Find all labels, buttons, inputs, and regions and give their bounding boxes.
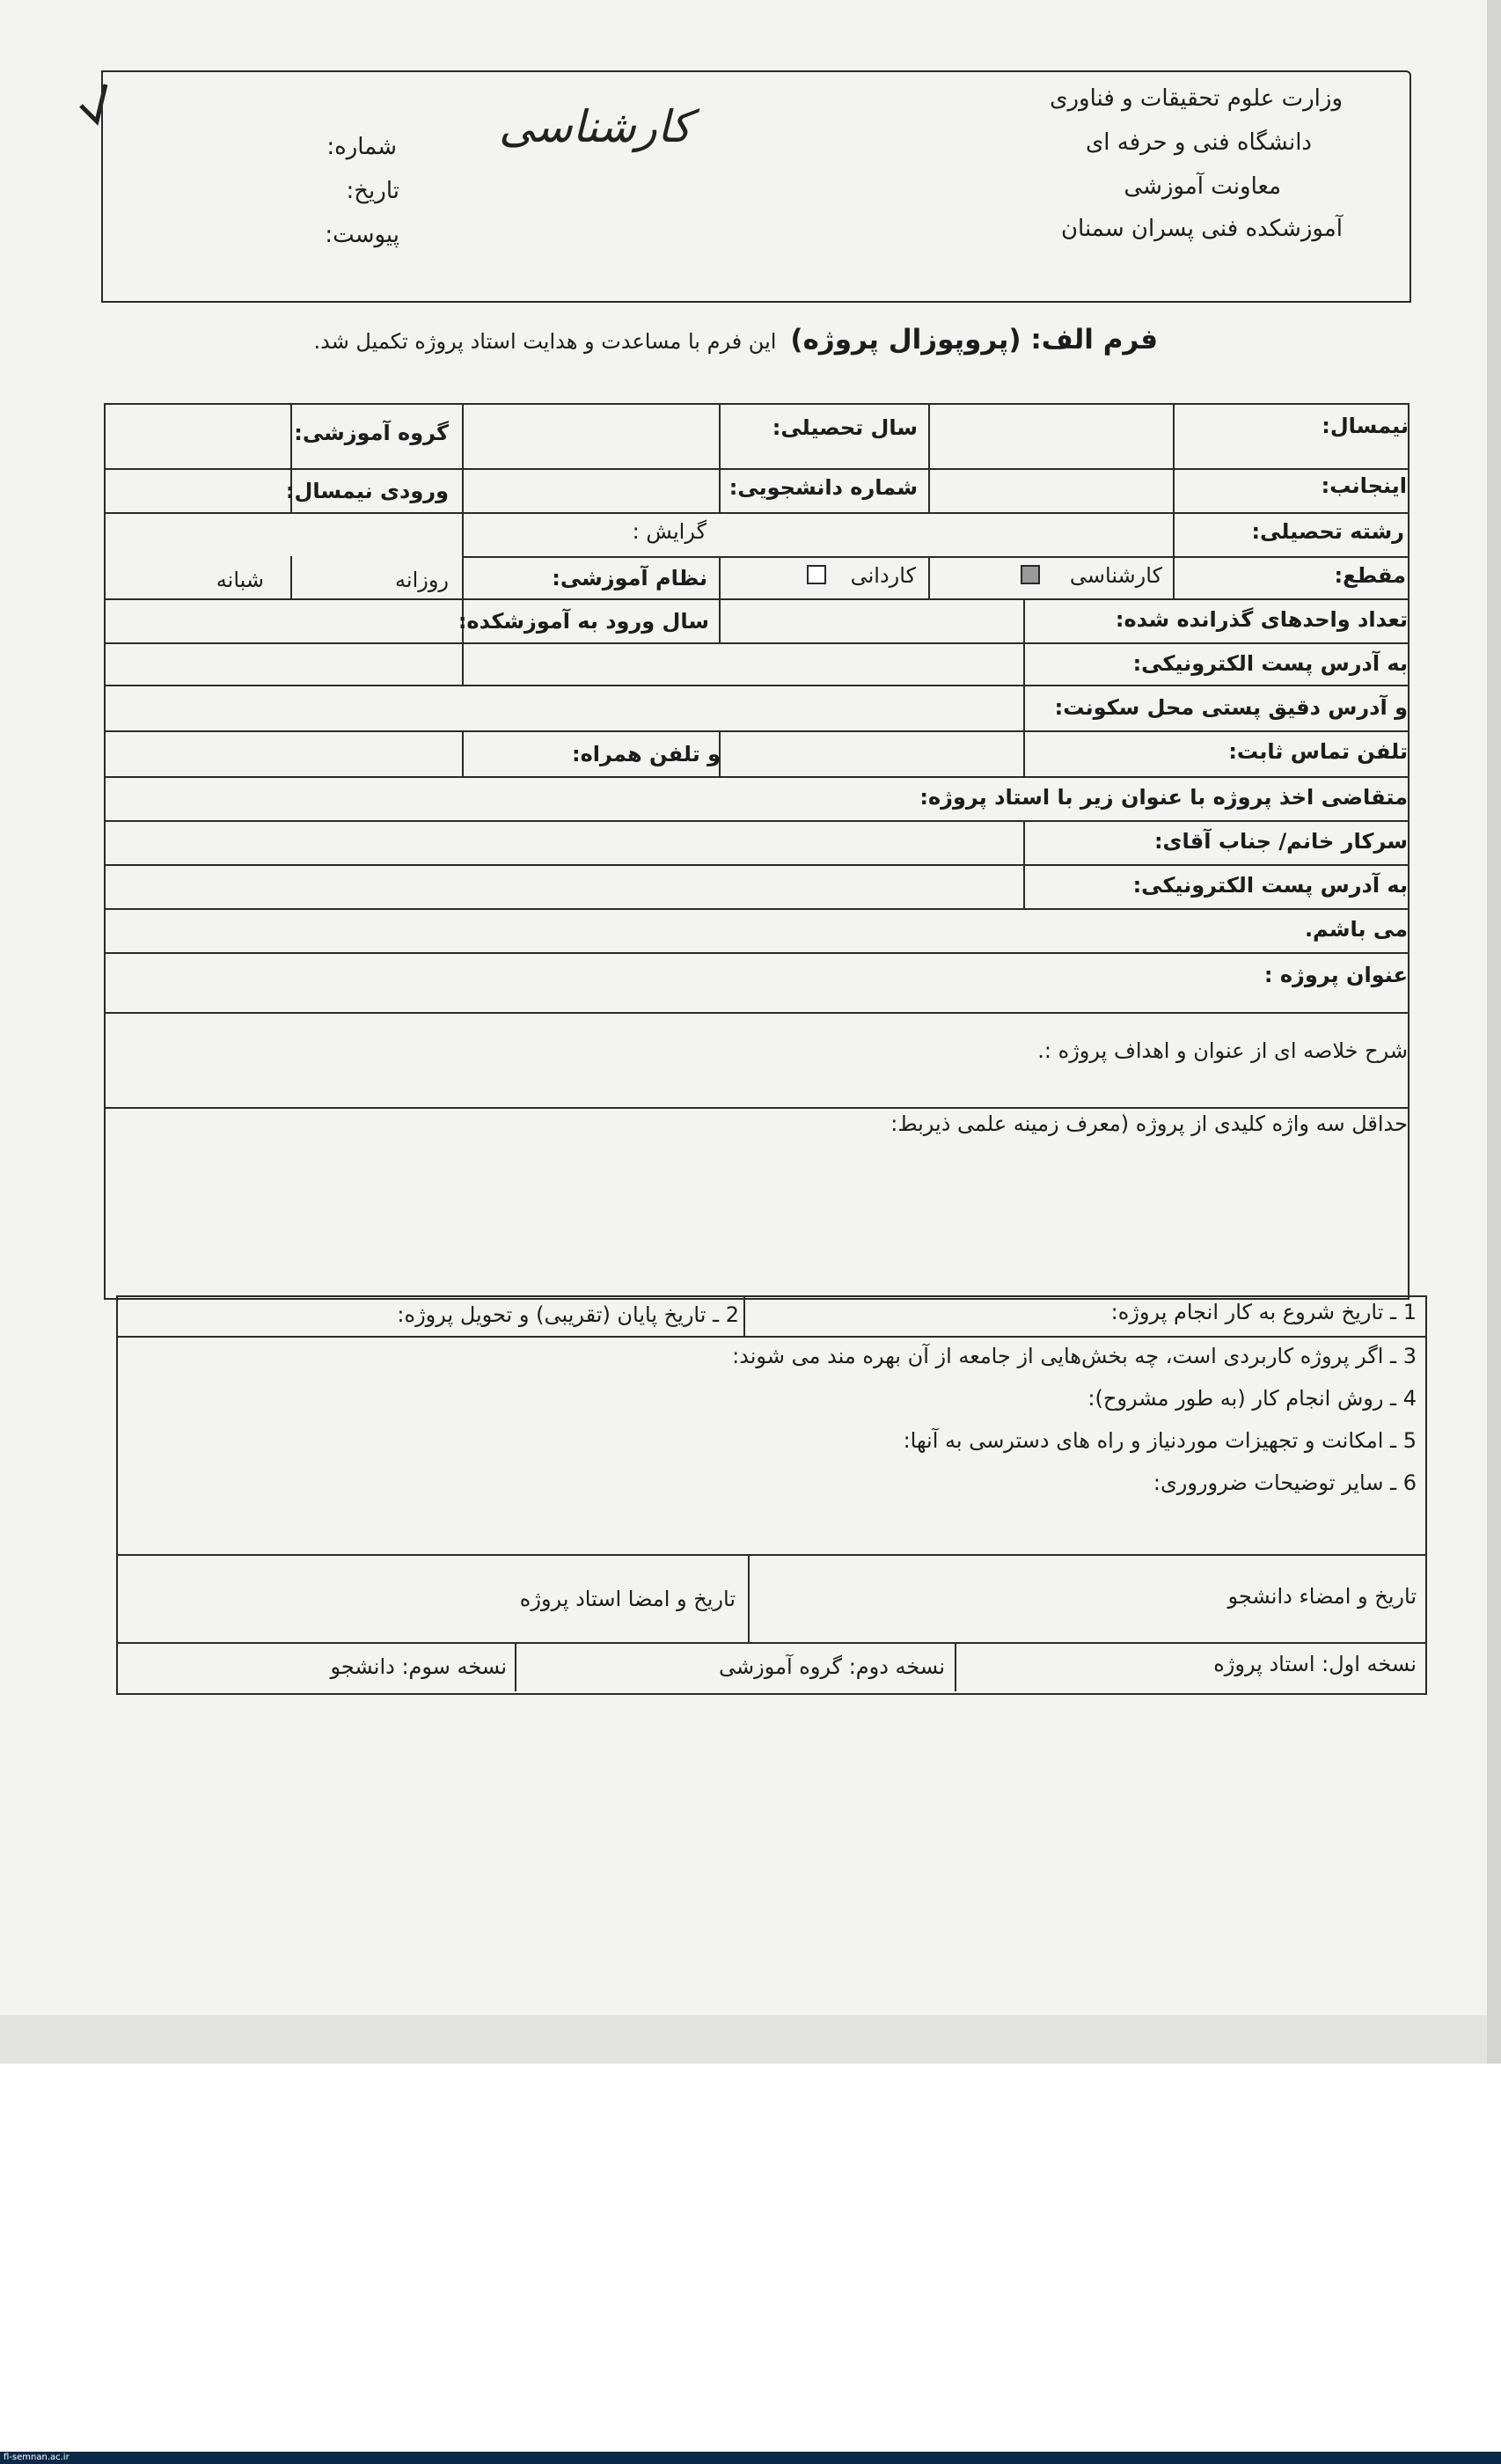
col-divider [515, 1642, 516, 1691]
bachelor-checkbox[interactable] [1021, 565, 1040, 584]
row-divider [104, 952, 1408, 954]
handwritten-note: کارشناسی [499, 101, 692, 152]
project-title-label: عنوان پروژه : [1263, 963, 1408, 987]
row-divider [104, 776, 1408, 778]
row-divider [104, 1012, 1408, 1014]
scan-shadow [0, 2015, 1487, 2064]
supervisor-email-label: به آدرس پست الکترونیکی: [1132, 873, 1408, 898]
student-signature-label: تاریخ و امضاء دانشجو [1227, 1584, 1417, 1609]
row-divider [104, 468, 1408, 470]
second-copy-label: نسخه دوم: گروه آموزشی [718, 1654, 945, 1679]
row-divider [104, 908, 1408, 910]
third-copy-label: نسخه سوم: دانشجو [330, 1654, 507, 1679]
bachelor-option: کارشناسی [1069, 563, 1162, 588]
passed-units-label: تعداد واحدهای گذرانده شده: [1115, 607, 1408, 632]
row-divider [116, 1554, 1425, 1556]
email-label: به آدرس پست الکترونیکی: [1132, 651, 1408, 676]
semester-label: نیمسال: [1322, 414, 1409, 438]
col-divider [719, 403, 721, 512]
deputy-name: معاونت آموزشی [1124, 173, 1281, 200]
first-copy-label: نسخه اول: استاد پروژه [1213, 1652, 1417, 1676]
col-divider [1173, 403, 1175, 600]
edu-system-label: نظام آموزشی: [552, 566, 707, 590]
supervisor-label: سرکار خانم/ جناب آقای: [1153, 829, 1408, 854]
request-label: متقاضی اخذ پروژه با عنوان زیر با استاد پروژه: [919, 785, 1408, 810]
row-divider [462, 556, 1408, 558]
date-label: تاریخ: [346, 178, 399, 204]
row-divider [104, 685, 1408, 686]
row-divider [104, 864, 1408, 866]
other-item: 6 ـ سایر توضیحات ضروروری: [1153, 1470, 1417, 1495]
applied-item: 3 ـ اگر پروژه کاربردی است، چه بخش‌هایی از جامعه از آن بهره مند می شوند: [732, 1344, 1417, 1368]
start-date-item: 1 ـ تاریخ شروع به کار انجام پروژه: [1110, 1300, 1417, 1324]
row-divider [116, 1642, 1425, 1644]
form-subtitle: این فرم با مساعدت و هدایت استاد پروژه تکمیل شد. [313, 329, 777, 354]
mobile-label: و تلفن همراه: [572, 742, 721, 766]
address-label: و آدرس دقیق پستی محل سکونت: [1054, 695, 1408, 720]
landline-label: تلفن تماس ثابت: [1228, 739, 1408, 764]
undersigned-label: اینجانب: [1321, 473, 1407, 498]
col-divider [1023, 598, 1025, 776]
col-divider [462, 732, 464, 776]
row-divider [104, 642, 1408, 644]
method-item: 4 ـ روش انجام کار (به طور مشروح): [1087, 1386, 1417, 1411]
col-divider [719, 556, 721, 642]
academic-year-label: سال تحصیلی: [772, 415, 918, 440]
am-label: می باشم. [1304, 917, 1408, 942]
scan-edge [1487, 0, 1501, 2064]
col-divider [290, 556, 292, 598]
number-label: شماره: [326, 134, 397, 160]
col-divider [1023, 820, 1025, 908]
end-date-item: 2 ـ تاریخ پایان (تقریبی) و تحویل پروژه: [397, 1302, 739, 1327]
student-number-label: شماره دانشجویی: [729, 475, 918, 500]
col-divider [928, 403, 930, 512]
ministry-name: وزارت علوم تحقیقات و فناوری [1050, 85, 1343, 112]
row-divider [104, 1107, 1408, 1109]
form-heading [313, 324, 1158, 356]
site-logo[interactable]: fl-semnan.ac.ir [4, 2453, 70, 2462]
associate-option: کاردانی [850, 563, 916, 588]
col-divider [462, 403, 464, 686]
footer-strip [0, 2452, 1501, 2464]
form-title: فرم الف: (پروپوزال پروژه) [790, 324, 1158, 356]
facilities-item: 5 ـ امکانت و تجهیزات موردنیاز و راه های دسترسی به آنها: [903, 1428, 1417, 1453]
entry-semester-label: ورودی نیمسال: [285, 479, 449, 503]
evening-option: شبانه [216, 568, 264, 592]
supervisor-signature-label: تاریخ و امضا استاد پروژه [519, 1587, 736, 1611]
row-divider [104, 820, 1408, 822]
major-label: رشته تحصیلی: [1251, 519, 1404, 544]
col-divider [748, 1554, 750, 1642]
col-divider [743, 1295, 745, 1336]
row-divider [116, 1336, 1425, 1338]
row-divider [104, 512, 1408, 514]
level-label: مقطع: [1334, 563, 1406, 588]
row-divider [104, 730, 1408, 732]
col-divider [955, 1642, 956, 1691]
college-name: آموزشکده فنی پسران سمنان [1060, 216, 1343, 242]
associate-checkbox[interactable] [807, 565, 826, 584]
attachment-label: پیوست: [325, 222, 399, 248]
row-divider [104, 598, 1408, 600]
university-name: دانشگاه فنی و حرفه ای [1085, 129, 1312, 156]
keywords-label: حداقل سه واژه کلیدی از پروژه (معرف زمینه علمی ذیربط: [890, 1111, 1408, 1136]
col-divider [928, 556, 930, 598]
entry-year-label: سال ورود به آموزشکده: [458, 609, 709, 634]
daytime-option: روزانه [395, 568, 449, 592]
orientation-label: گرایش : [632, 519, 707, 544]
edu-group-label: گروه آموزشی: [294, 421, 449, 445]
summary-label: شرح خلاصه ای از عنوان و اهداف پروژه :. [1037, 1038, 1408, 1063]
